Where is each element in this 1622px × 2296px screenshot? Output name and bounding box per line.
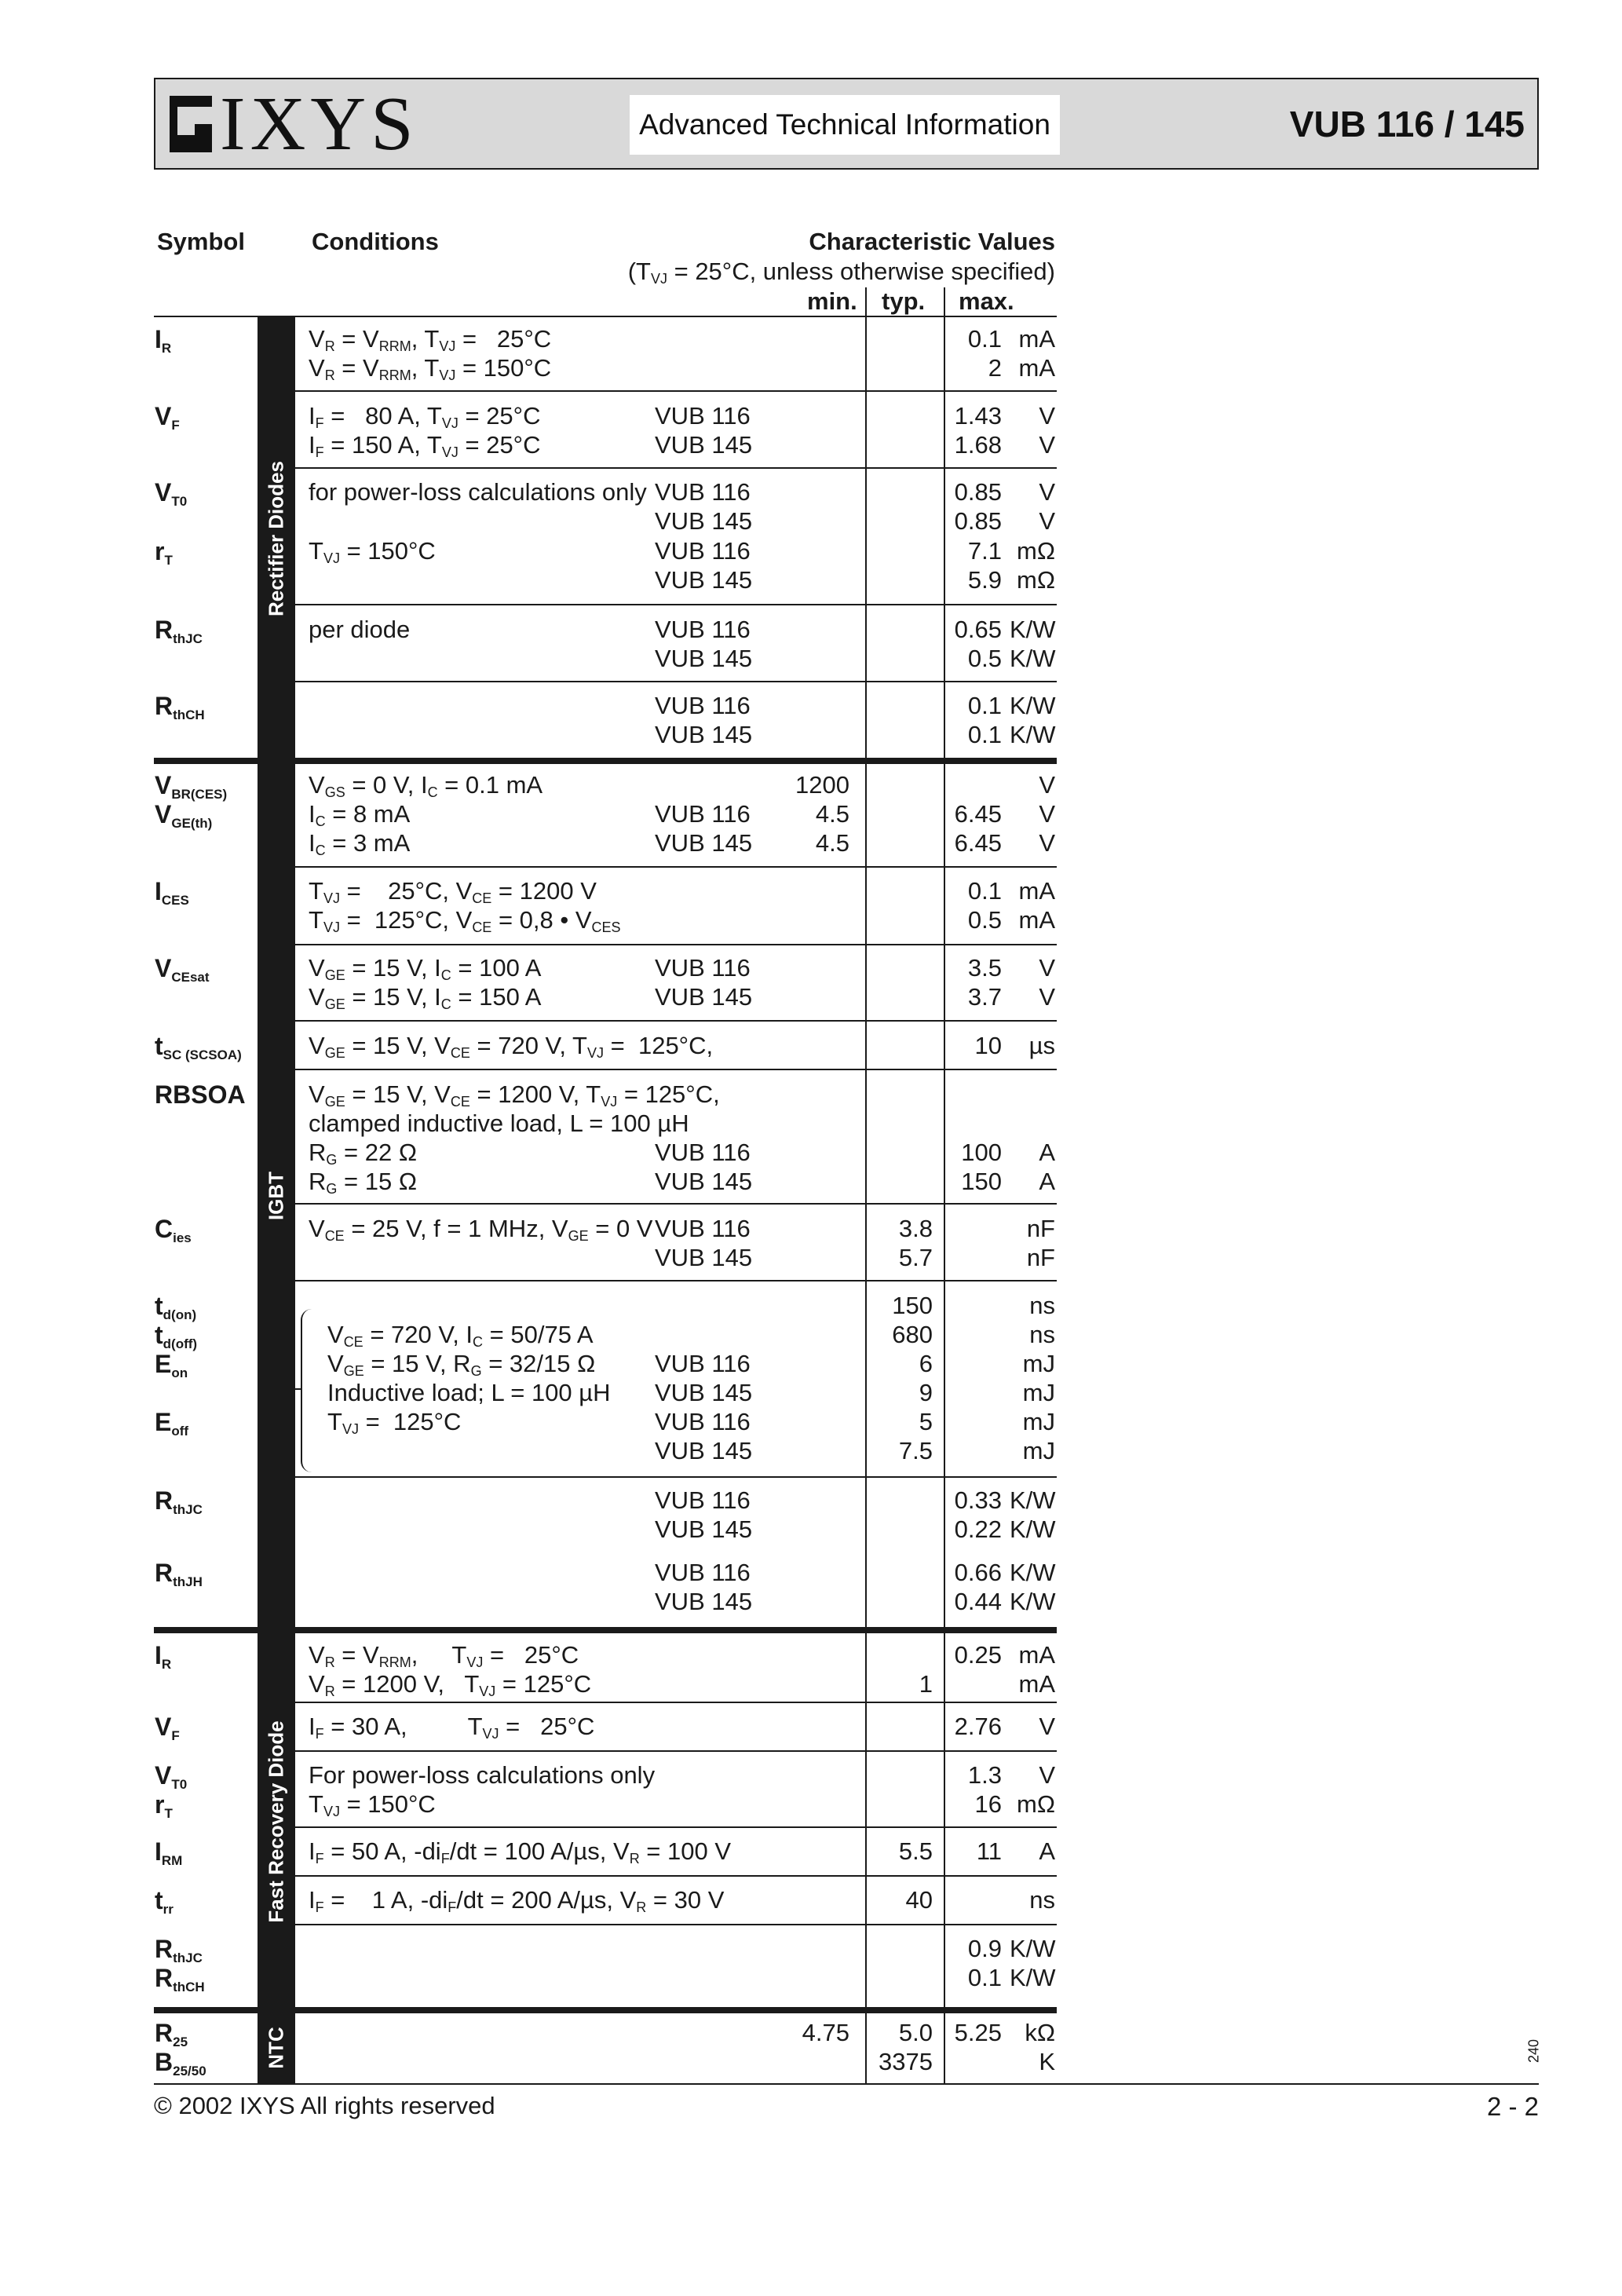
condition-text: $V_{GE} = 15$ V, $R_G = 32/15$ Ω [327, 1350, 596, 1379]
row-divider [295, 944, 1057, 945]
unit: mA [1018, 325, 1055, 353]
part-label: VUB 145 [655, 1168, 753, 1195]
value-max: 5.25 [954, 2019, 1002, 2046]
value-max: 0.1 [967, 325, 1002, 353]
part-label: VUB 116 [655, 1215, 751, 1242]
unit: mA [1018, 906, 1055, 934]
symbol-rt: $r_T$ [155, 537, 173, 568]
part-label: VUB 116 [655, 616, 751, 643]
value-max: 0.1 [967, 721, 1002, 748]
symbol-cies: $C_{ies}$ [155, 1215, 192, 1245]
value-max: 6.45 [954, 800, 1002, 828]
row-divider [295, 1203, 1057, 1205]
symbol-vf: $V_F$ [155, 1713, 180, 1743]
value-typ: 9 [919, 1379, 933, 1406]
unit: K/W [1010, 1515, 1056, 1543]
value-max: 0.5 [967, 645, 1002, 672]
part-label: VUB 145 [655, 1515, 753, 1543]
value-max: 3.7 [967, 983, 1002, 1011]
part-label: VUB 145 [655, 1437, 753, 1464]
value-max: 16 [974, 1790, 1002, 1818]
part-label: VUB 116 [655, 402, 751, 430]
value-max: 0.1 [967, 692, 1002, 719]
unit: ns [1029, 1292, 1055, 1319]
unit: µs [1028, 1032, 1055, 1059]
unit: mΩ [1017, 566, 1055, 594]
unit: K/W [1010, 1935, 1056, 1962]
condition-text: $I_F = 30$ A, $T_{VJ} = 25^\circ C$ [309, 1713, 595, 1742]
typ-heading: typ. [882, 287, 926, 315]
condition-text: $I_F = 80$ A, $T_{VJ} = 25^\circ C$ [309, 402, 541, 431]
conditions-brace-tip [291, 1388, 302, 1390]
part-label: VUB 116 [655, 954, 751, 982]
unit: V [1039, 478, 1055, 506]
symbol-trr: $t_{rr}$ [155, 1886, 174, 1917]
value-max: 0.25 [954, 1641, 1002, 1669]
unit: K/W [1010, 721, 1056, 748]
unit: K/W [1010, 645, 1056, 672]
condition-text: $V_{GE} = 15$ V, $I_C = 100$ A [309, 954, 542, 983]
tvj-note: ($T_{VJ} = 25^\circ C$, unless otherwise specified) [627, 258, 1055, 287]
part-label: VUB 145 [655, 645, 753, 672]
page-number: 2 - 2 [1486, 2092, 1539, 2121]
unit: V [1039, 1713, 1055, 1740]
unit: mΩ [1017, 537, 1055, 565]
row-divider [295, 1476, 1057, 1478]
condition-text: $T_{VJ} = 125^\circ C$ [327, 1408, 462, 1437]
unit: ns [1029, 1886, 1055, 1914]
condition-text: $I_F$ = 1 A, $-di_F/dt = 200$ A/µs, $V_R = 30$ V [309, 1886, 725, 1915]
value-typ: 3375 [879, 2048, 933, 2075]
unit: V [1039, 402, 1055, 430]
value-min: 4.5 [815, 829, 849, 857]
symbol-tsc: $t_{SC (SCSOA)}$ [155, 1032, 242, 1062]
unit: K/W [1010, 1486, 1056, 1514]
header-divider [944, 287, 945, 316]
ixys-logo [170, 82, 418, 166]
condition-text: $V_R = 1200$ V, $T_{VJ} = 125^\circ C$ [309, 1670, 592, 1699]
row-divider [295, 1750, 1057, 1752]
row-divider [295, 866, 1057, 868]
condition-text: For power-loss calculations only [309, 1761, 656, 1789]
row-divider [295, 1069, 1057, 1070]
part-label: VUB 145 [655, 1588, 753, 1615]
value-typ: 6 [919, 1350, 933, 1377]
condition-text: $T_{VJ} = 150^\circ C$ [309, 1790, 436, 1819]
value-max: 0.9 [967, 1935, 1002, 1962]
value-typ: 7.5 [898, 1437, 933, 1464]
symbol-heading: Symbol [157, 228, 245, 255]
part-label: VUB 116 [655, 1139, 751, 1166]
unit: V [1039, 983, 1055, 1011]
symbol-rthjc: $R_{thJC}$ [155, 616, 203, 646]
value-typ: 3.8 [898, 1215, 933, 1242]
footer-rule [154, 2083, 1539, 2085]
max-heading: max. [959, 287, 1014, 315]
symbol-vbrces: $V_{BR(CES)}$ [155, 771, 228, 802]
symbol-rthjc: $R_{thJC}$ [155, 1935, 203, 1965]
part-label: VUB 145 [655, 431, 753, 459]
unit: V [1039, 431, 1055, 459]
symbol-ices: $I_{CES}$ [155, 877, 189, 908]
value-max: 0.85 [954, 478, 1002, 506]
symbol-rthch: $R_{thCH}$ [155, 1964, 205, 1994]
row-divider [295, 681, 1057, 682]
value-typ: 5.0 [898, 2019, 933, 2046]
value-max: 150 [961, 1168, 1002, 1195]
unit: mJ [1022, 1437, 1055, 1464]
header-divider [865, 287, 867, 316]
condition-text: $V_{GE} = 15$ V, $V_{CE} = 1200$ V, $T_{VJ} = 125^\circ C$, [309, 1080, 720, 1110]
part-label: VUB 116 [655, 1559, 751, 1586]
symbol-vt0: $V_{T0}$ [155, 1761, 188, 1792]
value-max: 0.85 [954, 507, 1002, 535]
condition-text: clamped inductive load, L = 100 µH [309, 1110, 689, 1137]
part-label: VUB 145 [655, 1244, 753, 1271]
condition-text: $I_F = 50$ A, $-di_F/dt = 100$ A/µs, $V_R = 100$ V [309, 1837, 732, 1866]
part-label: VUB 116 [655, 1486, 751, 1514]
symbol-rt: $r_T$ [155, 1790, 173, 1821]
symbol-r25: $R_{25}$ [155, 2019, 188, 2049]
value-min: 1200 [795, 771, 849, 799]
value-typ: 150 [892, 1292, 933, 1319]
condition-text: $I_C = 8$ mA [309, 800, 411, 829]
row-divider [295, 1280, 1057, 1281]
value-max: 0.66 [954, 1559, 1002, 1586]
condition-text: $V_{GE} = 15$ V, $V_{CE} = 720$ V, $T_{VJ} = 125^\circ C$, [309, 1032, 714, 1061]
value-max: 1.43 [954, 402, 1002, 430]
row-divider [295, 1826, 1057, 1828]
document-subtitle: Advanced Technical Information [630, 95, 1060, 155]
side-code: 240 [1525, 2038, 1542, 2064]
value-max: 0.44 [954, 1588, 1002, 1615]
symbol-vt0: $V_{T0}$ [155, 478, 188, 509]
unit: ns [1029, 1321, 1055, 1348]
value-max: 100 [961, 1139, 1002, 1166]
ixys-logo-mark [170, 96, 212, 152]
symbol-rthjh: $R_{thJH}$ [155, 1559, 203, 1589]
row-divider [295, 390, 1057, 392]
section-label-ntc: NTC [264, 2027, 288, 2069]
unit: K/W [1010, 1559, 1056, 1586]
unit: V [1039, 954, 1055, 982]
symbol-vf: $V_F$ [155, 402, 180, 433]
symbol-b2550: $B_{25/50}$ [155, 2048, 206, 2078]
conditions-heading: Conditions [312, 228, 439, 255]
unit: A [1039, 1168, 1055, 1195]
value-min: 4.5 [815, 800, 849, 828]
part-label: VUB 116 [655, 478, 751, 506]
symbol-tdoff: $t_{d(off)}$ [155, 1321, 198, 1351]
part-label: VUB 145 [655, 721, 753, 748]
value-max: 1.3 [967, 1761, 1002, 1789]
part-label: VUB 116 [655, 1350, 751, 1377]
unit: V [1039, 771, 1055, 799]
unit: V [1039, 800, 1055, 828]
value-max: 6.45 [954, 829, 1002, 857]
condition-text: $I_C = 3$ mA [309, 829, 411, 858]
unit: mA [1018, 1670, 1055, 1698]
value-max: 3.5 [967, 954, 1002, 982]
value-max: 2.76 [954, 1713, 1002, 1740]
value-max: 10 [974, 1032, 1002, 1059]
unit: K [1039, 2048, 1055, 2075]
symbol-eoff: $E_{off}$ [155, 1408, 189, 1439]
table-top-rule [154, 316, 1057, 317]
condition-text: $V_R = V_{RRM}$, $T_{VJ} = 25^\circ C$ [309, 325, 552, 354]
part-label: VUB 145 [655, 507, 753, 535]
unit: K/W [1010, 1964, 1056, 1991]
part-label: VUB 116 [655, 1408, 751, 1435]
typ-column-divider [865, 317, 867, 2084]
symbol-irm: $I_{RM}$ [155, 1837, 183, 1868]
value-min: 4.75 [802, 2019, 849, 2046]
unit: kΩ [1025, 2019, 1055, 2046]
unit: mA [1018, 877, 1055, 905]
value-max: 0.33 [954, 1486, 1002, 1514]
value-typ: 5 [919, 1408, 933, 1435]
symbol-vcesat: $V_{CEsat}$ [155, 954, 210, 985]
symbol-tdon: $t_{d(on)}$ [155, 1292, 197, 1322]
unit: V [1039, 507, 1055, 535]
condition-text: $V_{CE} = 720$ V, $I_C = 50/75$ A [327, 1321, 594, 1350]
characteristic-values-heading: Characteristic Values [809, 228, 1055, 255]
value-max: 2 [988, 354, 1002, 382]
value-max: 1.68 [954, 431, 1002, 459]
section-divider [154, 2007, 1057, 2013]
section-divider [154, 1627, 1057, 1633]
condition-text: $V_{GS} = 0$ V, $I_C = 0.1$ mA [309, 771, 543, 800]
condition-text: per diode [309, 616, 411, 643]
unit: nF [1026, 1215, 1055, 1242]
condition-text: $V_R = V_{RRM}$, $T_{VJ} = 25^\circ C$ [309, 1641, 579, 1670]
part-label: VUB 116 [655, 800, 751, 828]
unit: K/W [1010, 616, 1056, 643]
condition-text: for power-loss calculations only [309, 478, 647, 506]
unit: V [1039, 829, 1055, 857]
value-typ: 680 [892, 1321, 933, 1348]
symbol-eon: $E_{on}$ [155, 1350, 188, 1380]
section-divider [154, 758, 1057, 764]
condition-text: $V_R = V_{RRM}$, $T_{VJ} = 150^\circ C$ [309, 354, 552, 383]
part-label: VUB 145 [655, 829, 753, 857]
row-divider [295, 604, 1057, 605]
conditions-brace [301, 1309, 312, 1472]
value-max: 0.22 [954, 1515, 1002, 1543]
row-divider [295, 467, 1057, 469]
value-max: 0.5 [967, 906, 1002, 934]
value-max: 7.1 [967, 537, 1002, 565]
header-bar [154, 78, 1539, 170]
unit: A [1039, 1837, 1055, 1865]
section-label-rectifier: Rectifier Diodes [264, 461, 288, 616]
condition-text: $R_G = 15$ Ω [309, 1168, 418, 1197]
value-max: 0.65 [954, 616, 1002, 643]
unit: V [1039, 1761, 1055, 1789]
symbol-ir: $I_R$ [155, 1641, 172, 1672]
symbol-rbsoa: RBSOA [155, 1080, 246, 1109]
part-label: VUB 145 [655, 566, 753, 594]
section-label-frd: Fast Recovery Diode [264, 1720, 288, 1923]
part-label: VUB 145 [655, 1379, 753, 1406]
min-heading: min. [807, 287, 857, 315]
condition-text: $V_{CE} = 25$ V, f = 1 MHz, $V_{GE} = 0$ V [309, 1215, 653, 1244]
value-max: 0.1 [967, 877, 1002, 905]
condition-text: $R_G = 22$ Ω [309, 1139, 418, 1168]
condition-text: Inductive load; L = 100 µH [327, 1379, 611, 1406]
row-divider [295, 1020, 1057, 1022]
section-label-igbt: IGBT [264, 1171, 288, 1221]
logo-text: IXYS [220, 82, 418, 166]
value-typ: 1 [919, 1670, 933, 1698]
value-typ: 5.7 [898, 1244, 933, 1271]
row-divider [295, 1875, 1057, 1877]
symbol-rthch: $R_{thCH}$ [155, 692, 205, 722]
unit: mΩ [1017, 1790, 1055, 1818]
unit: mJ [1022, 1379, 1055, 1406]
value-typ: 40 [905, 1886, 933, 1914]
part-label: VUB 116 [655, 537, 751, 565]
condition-text: $T_{VJ}$ = 25°C, $V_{CE} = 1200$ V [309, 877, 597, 906]
copyright: © 2002 IXYS All rights reserved [154, 2092, 495, 2119]
condition-text: $V_{GE} = 15$ V, $I_C = 150$ A [309, 983, 542, 1012]
value-max: 0.1 [967, 1964, 1002, 1991]
symbol-rthjc: $R_{thJC}$ [155, 1486, 203, 1517]
part-number: VUB 116 / 145 [1289, 104, 1525, 144]
part-label: VUB 116 [655, 692, 751, 719]
row-divider [295, 1924, 1057, 1925]
condition-text: $I_F = 150$ A, $T_{VJ} = 25^\circ C$ [309, 431, 541, 460]
unit: mA [1018, 354, 1055, 382]
unit: mJ [1022, 1350, 1055, 1377]
unit: mA [1018, 1641, 1055, 1669]
symbol-vgeth: $V_{GE(th)}$ [155, 800, 213, 831]
symbol-ir: $I_R$ [155, 325, 172, 356]
unit: nF [1026, 1244, 1055, 1271]
value-max: 11 [976, 1837, 1002, 1865]
part-label: VUB 145 [655, 983, 753, 1011]
value-max: 5.9 [967, 566, 1002, 594]
unit: A [1039, 1139, 1055, 1166]
unit: mJ [1022, 1408, 1055, 1435]
value-typ: 5.5 [898, 1837, 933, 1865]
unit: K/W [1010, 692, 1056, 719]
condition-text: $T_{VJ} = 125^\circ C$, $V_{CE} = 0,8$ • $V_{CES}$ [309, 906, 621, 935]
condition-text: $T_{VJ} = 150^\circ C$ [309, 537, 436, 566]
unit: K/W [1010, 1588, 1056, 1615]
